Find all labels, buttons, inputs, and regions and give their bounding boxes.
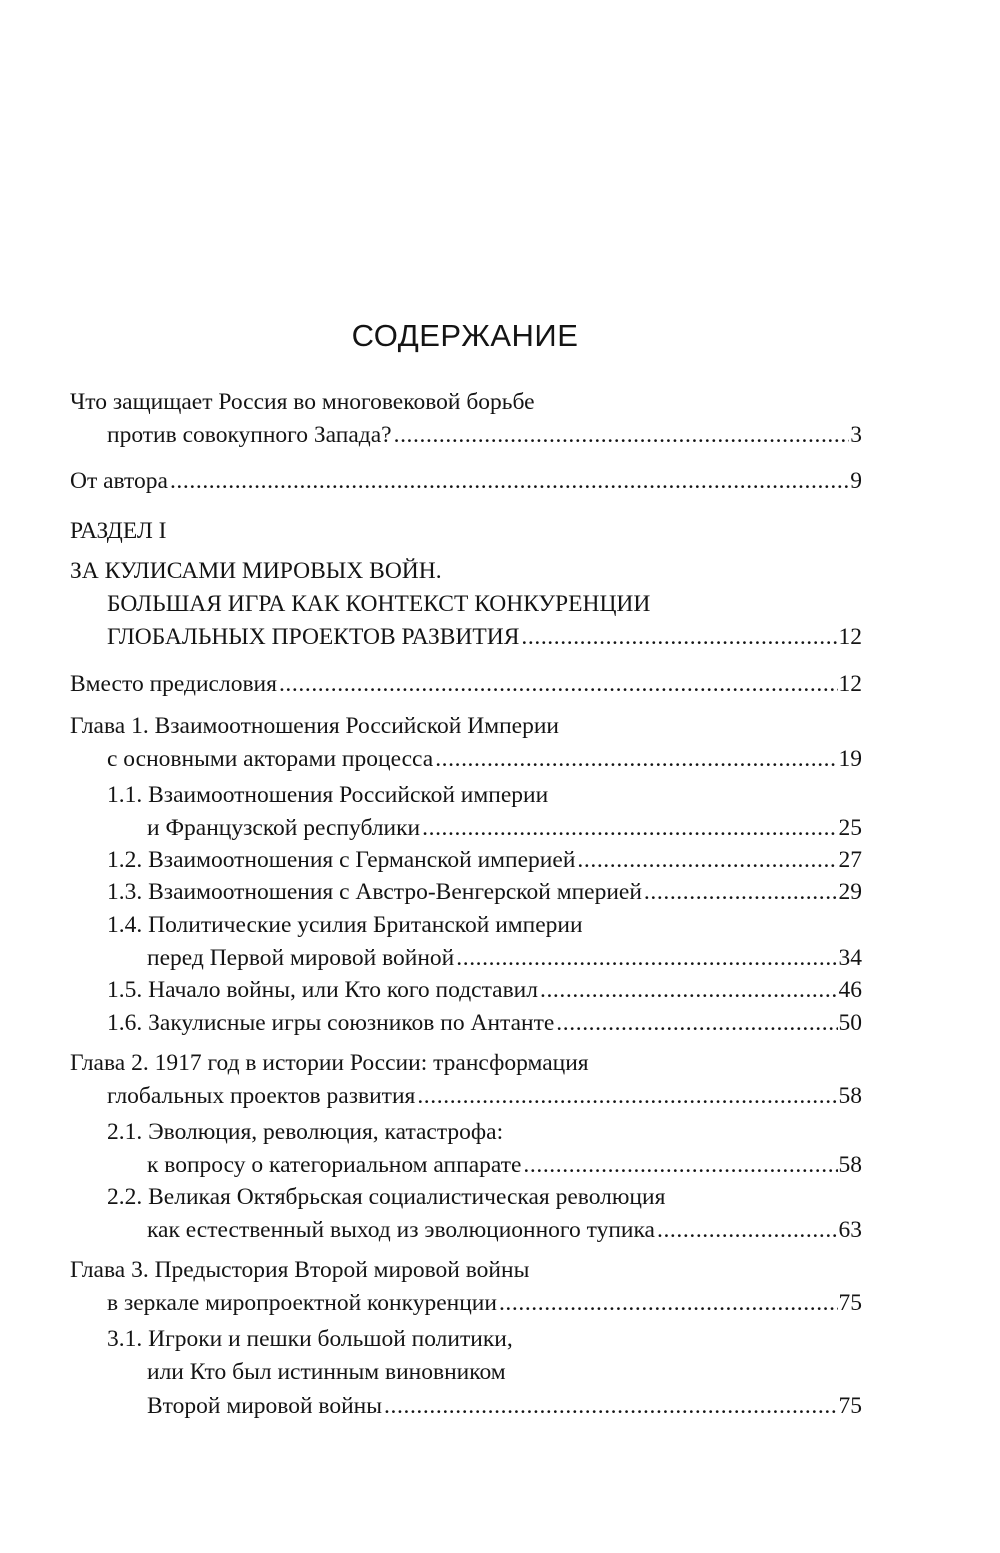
toc-entry-line [70,385,535,419]
toc-entry-line [107,620,862,654]
toc-entry-line [107,1006,862,1040]
toc-entry-line [107,1180,665,1214]
toc-leader-dots [499,1286,838,1320]
toc-entry-line [147,1213,862,1247]
toc-entry-line [107,1286,862,1320]
toc-leader-dots [422,811,837,845]
toc-page-number: 50 [838,1010,862,1036]
toc-page-number: 19 [838,746,862,772]
toc-entry-line [107,778,548,812]
toc-entry-line [107,1079,862,1113]
toc-entry-text: Вместо предисловия [70,671,277,697]
toc-entry-text: Глава 1. Взаимоотношения Российской Империи [70,713,559,739]
toc-entry-text: и Французской республики [147,815,421,841]
toc-leader-dots [394,418,850,452]
toc-page-number: 34 [838,945,862,971]
toc-page-number: 9 [850,468,862,494]
toc-leader-dots [456,941,837,975]
toc-entry-line [107,875,862,909]
toc-entry-text: к вопросу о категориальном аппарате [147,1152,522,1178]
toc-entry-line [147,1355,506,1389]
toc-page-number: 29 [838,879,862,905]
toc-entry-text: или Кто был истинным виновником [147,1359,506,1385]
toc-entry-text: Что защищает Россия во многовековой борьбе [70,389,535,415]
toc-entry-line [107,587,650,621]
toc-entry-text: 2.2. Великая Октябрьская социалистическая революция [107,1184,666,1210]
toc-entry-line [107,742,862,776]
toc-page-number: 46 [838,977,862,1003]
section-heading [70,514,167,548]
toc-entry-line [147,811,862,845]
toc-entry-text: От автора [70,468,168,494]
toc-entry-text: с основными акторами процесса [107,746,434,772]
toc-entry-text: 1.3. Взаимоотношения с Австро-Венгерской мперией [107,879,642,905]
toc-entry-line [70,667,862,701]
toc-entry-line [70,1253,529,1287]
toc-entry-text: 1.2. Взаимоотношения с Германской империей [107,847,576,873]
toc-entry-text: 1.4. Политические усилия Британской империи [107,912,583,938]
toc-entry-line [107,418,862,452]
toc-entry-text: в зеркале миропроектной конкуренции [107,1290,497,1316]
toc-entry-line [107,1322,513,1356]
toc-entry-text: перед Первой мировой войной [147,945,455,971]
toc-entry-text: Второй мировой войны [147,1393,383,1419]
toc-entry-text: 1.6. Закулисные игры союзников по Антанте [107,1010,555,1036]
toc-entry-line [107,973,862,1007]
toc-leader-dots [521,620,837,654]
toc-page-number: 25 [838,815,862,841]
toc-leader-dots [170,464,849,498]
toc-entry-line [107,843,862,877]
toc-entry-text: 3.1. Игроки и пешки большой политики, [107,1326,513,1352]
toc-leader-dots [279,667,838,701]
toc-leader-dots [577,843,837,877]
toc-entry-line [147,941,862,975]
toc-entry-text: 1.1. Взаимоотношения Российской империи [107,782,549,808]
toc-page-number: 58 [838,1083,862,1109]
toc-leader-dots [540,973,838,1007]
toc-leader-dots [435,742,837,776]
toc-entry-text: РАЗДЕЛ I [70,518,167,544]
toc-page-number: 58 [838,1152,862,1178]
toc-page-number: 12 [838,624,862,650]
toc-entry-line [70,1046,589,1080]
page-title: СОДЕРЖАНИЕ [351,318,579,353]
toc-entry-text: 2.1. Эволюция, революция, катастрофа: [107,1119,504,1145]
toc-entry-text: Глава 3. Предыстория Второй мировой войны [70,1257,530,1283]
toc-page-number: 12 [838,671,862,697]
toc-leader-dots [657,1213,838,1247]
toc-leader-dots [417,1079,837,1113]
toc-entry-text: против совокупного Запада? [107,422,392,448]
toc-leader-dots [556,1006,837,1040]
toc-entry-text: БОЛЬШАЯ ИГРА КАК КОНТЕКСТ КОНКУРЕНЦИИ [107,591,651,617]
toc-page-number: 63 [838,1217,862,1243]
toc-entry-text: как естественный выход из эволюционного тупика [147,1217,655,1243]
toc-page-number: 3 [850,422,862,448]
toc-page-number: 27 [838,847,862,873]
toc-entry-text: ЗА КУЛИСАМИ МИРОВЫХ ВОЙН. [70,558,442,584]
toc-entry-text: ГЛОБАЛЬНЫХ ПРОЕКТОВ РАЗВИТИЯ [107,624,520,650]
toc-entry-line [147,1148,862,1182]
toc-leader-dots [384,1389,837,1423]
toc-leader-dots [523,1148,837,1182]
toc-page-number: 75 [838,1290,862,1316]
toc-entry-text: глобальных проектов развития [107,1083,416,1109]
toc-entry-line [107,1115,503,1149]
toc-entry-text: 1.5. Начало войны, или Кто кого подставил [107,977,538,1003]
toc-leader-dots [644,875,838,909]
toc-entry-line [70,709,559,743]
toc-entry-text: Глава 2. 1917 год в истории России: трансформация [70,1050,589,1076]
toc-entry-line [70,554,442,588]
toc-entry-line [147,1389,862,1423]
toc-page-number: 75 [838,1393,862,1419]
toc-entry-line [70,464,862,498]
toc-entry-line [107,908,583,942]
